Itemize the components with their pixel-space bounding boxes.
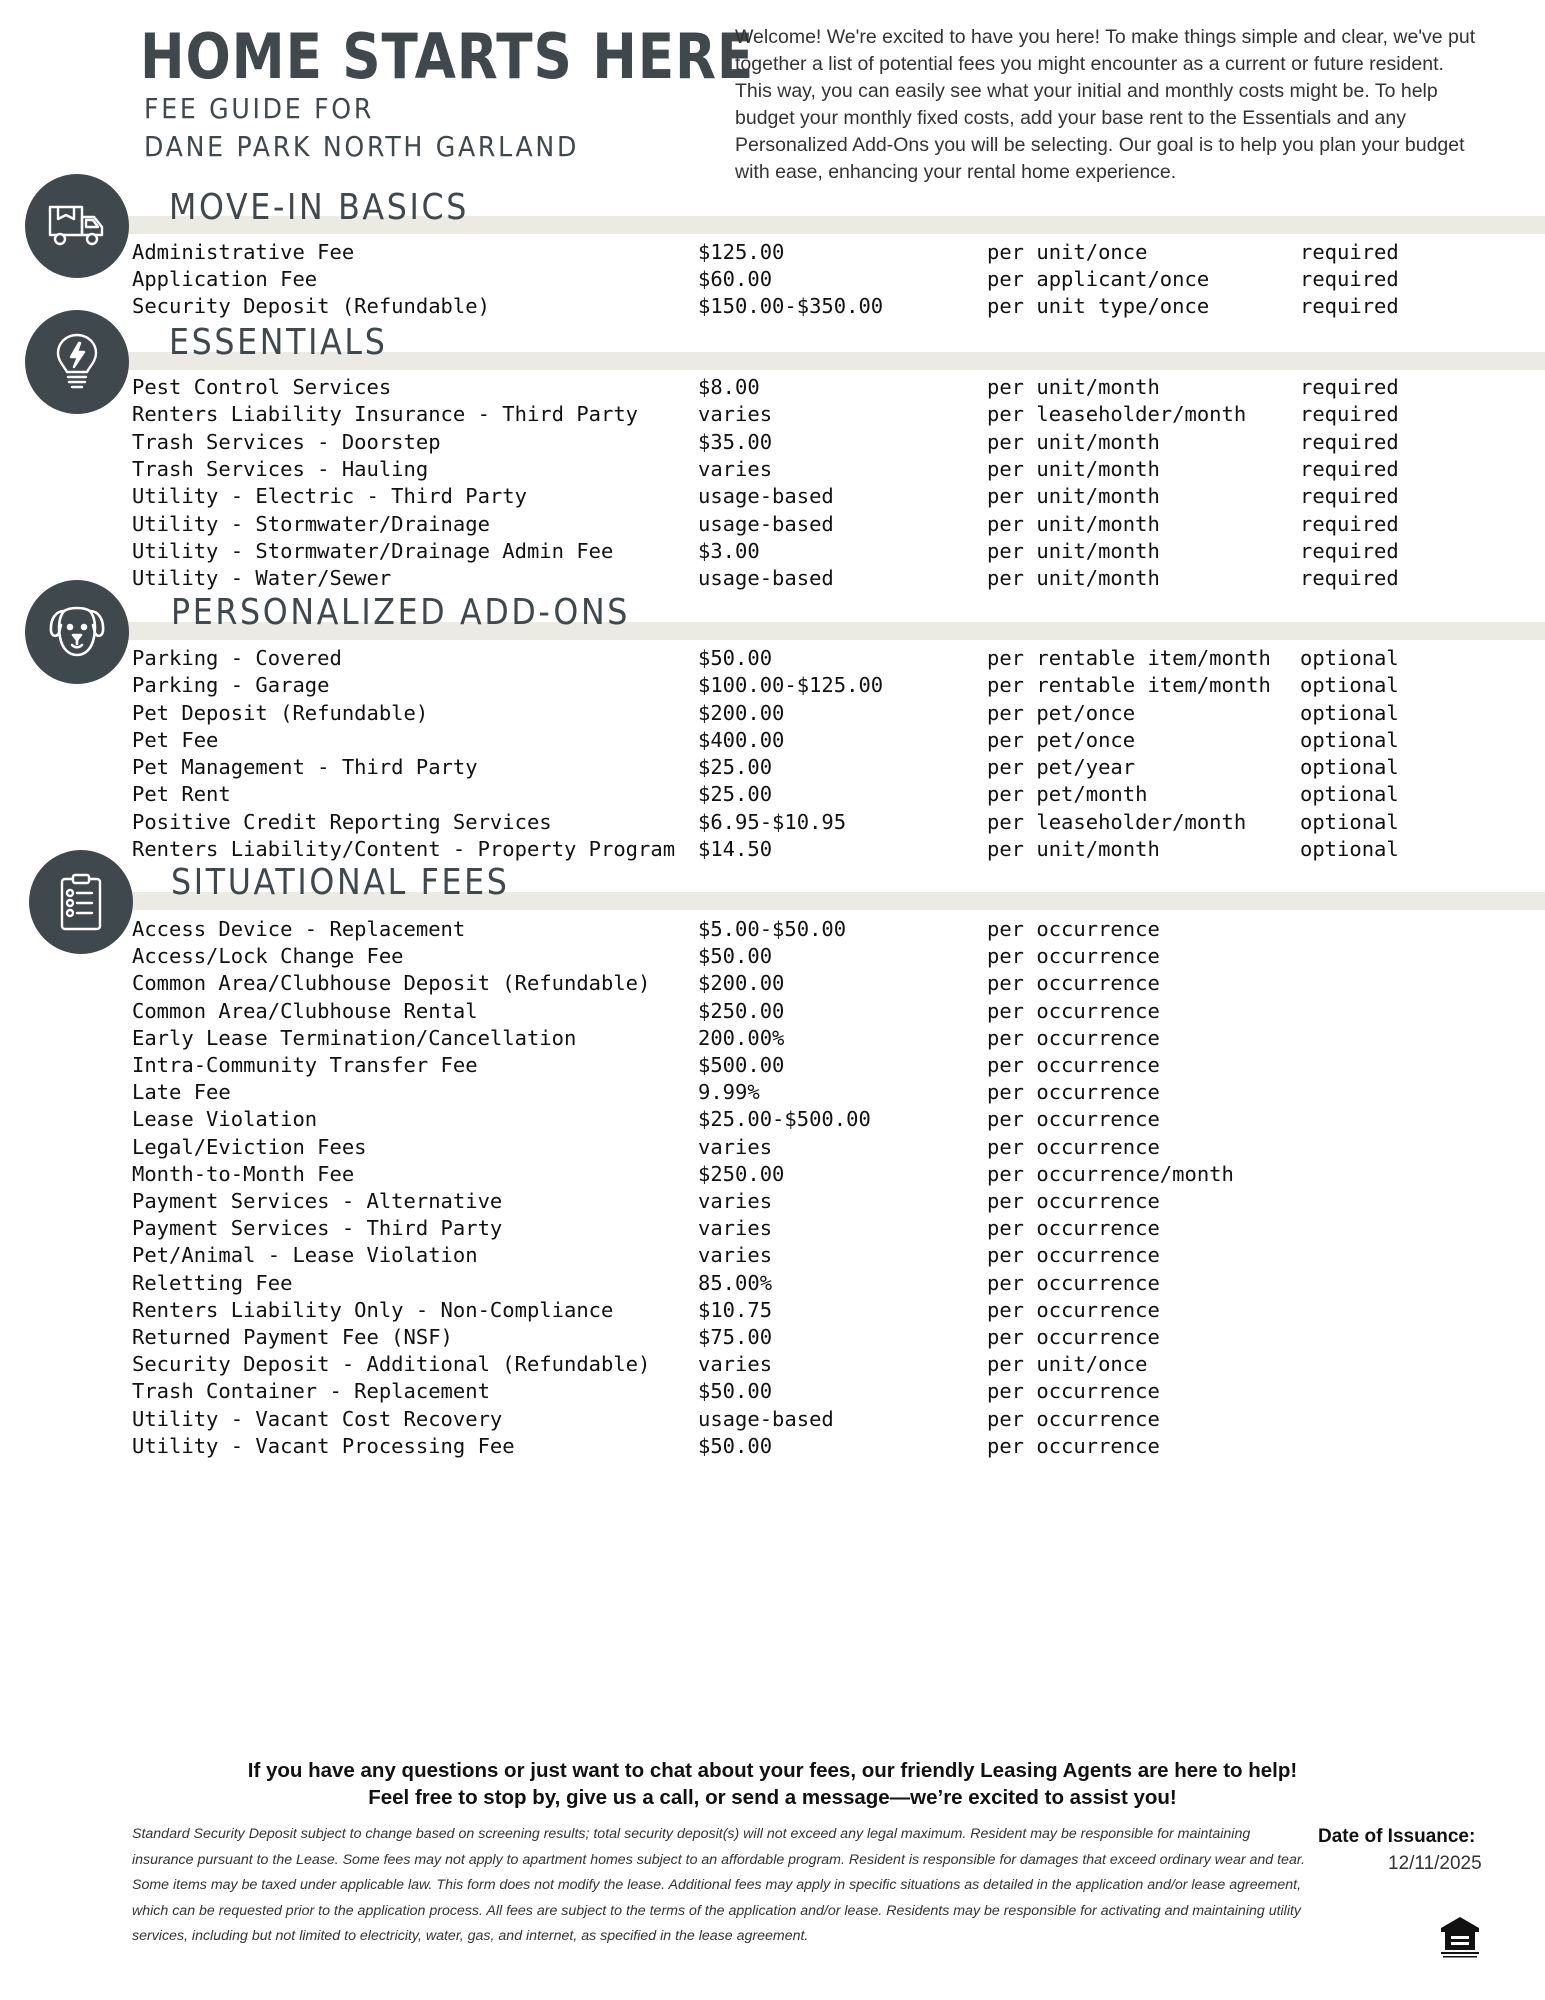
fee-name: Payment Services - Third Party [132,1216,503,1241]
fee-requirement: required [1300,267,1399,291]
fee-frequency: per leaseholder/month [987,402,1247,427]
fee-name: Payment Services - Alternative [132,1189,503,1213]
fee-row-trash-container-replacement [132,1379,1432,1406]
fee-amount: $125.00 [698,240,785,264]
fee-frequency: per occurrence [987,1189,1160,1213]
fee-name: Pet Rent [132,782,231,807]
fee-amount: $50.00 [698,1379,773,1404]
fee-row-parking-garage [132,673,1432,700]
fee-frequency: per unit/month [987,484,1160,509]
fee-row-administrative-fee [132,240,1432,267]
fee-frequency: per leaseholder/month [987,809,1247,834]
fee-amount: $200.00 [698,971,785,996]
fee-name: Access Device - Replacement [132,917,466,941]
fee-name: Pest Control Services [132,375,392,399]
fee-requirement: required [1300,294,1399,318]
fee-name: Legal/Eviction Fees [132,1134,367,1159]
fee-row-application-fee [132,267,1432,294]
fee-amount: $250.00 [698,1161,785,1186]
fee-row-pet-animal-lease-violation [132,1243,1432,1270]
fee-frequency: per occurrence [987,944,1160,969]
fee-requirement: required [1300,240,1399,264]
fee-amount: $8.00 [698,375,760,399]
fee-name: Intra-Community Transfer Fee [132,1053,478,1077]
lightbulb-icon [25,310,129,414]
fee-row-access-device-replacement [132,917,1432,944]
fee-requirement: required [1300,456,1399,481]
fee-name: Parking - Garage [132,673,330,698]
fee-frequency: per occurrence [987,917,1160,941]
fee-row-common-area-clubhouse-rental [132,999,1432,1026]
fee-amount: 200.00% [698,1025,785,1050]
fee-name: Utility - Electric - Third Party [132,484,527,509]
welcome-text: Welcome! We're excited to have you here! To make things simple and clear, we've put together a list of potential fees you might encounter as a current or future resident. This way, you can easily see what your initial and monthly costs might be. To help budget your monthly fixed costs, add your base rent to the Essentials and any Personalized Add-Ons you will be selecting. Our goal is to help you plan your budget with ease, enhancing your rental home experience. [735,26,1476,183]
fee-name: Security Deposit (Refundable) [132,294,490,318]
fee-requirement: optional [1300,727,1399,752]
fee-frequency: per occurrence [987,1297,1160,1322]
fee-amount: varies [698,1352,773,1377]
fee-amount: usage-based [698,566,834,591]
fee-frequency: per pet/month [987,782,1148,807]
fee-name: Lease Violation [132,1107,318,1132]
fee-frequency: per occurrence [987,1134,1160,1159]
fee-amount: $5.00-$50.00 [698,917,847,941]
fee-name: Pet Management - Third Party [132,755,478,779]
fee-row-utility-water-sewer [132,566,1432,593]
fee-amount: $25.00 [698,755,773,779]
fee-name: Utility - Water/Sewer [132,566,392,591]
fee-row-early-lease-termination-cancellation [132,1026,1432,1053]
help-text-line1: If you have any questions or just want to chat about your fees, our friendly Leasing Agents are here to help! [247,1759,1298,1782]
fee-name: Renters Liability Only - Non-Compliance [132,1297,614,1322]
fee-frequency: per unit/once [987,240,1148,264]
fee-row-returned-payment-fee-nsf [132,1325,1432,1352]
fee-row-payment-services-third-party [132,1216,1432,1243]
fee-amount: varies [698,1243,773,1268]
fee-requirement: required [1300,511,1399,536]
disclaimer-text: Standard Security Deposit subject to change based on screening results; total security deposit(s) will not exceed any legal maximum. Resident may be responsible for maintaining insurance pursuant to the Lease. Some fees may not apply to apartment homes subject to an affordable program. Resident is responsible for damages that exceed ordinary wear and tear. Some items may be taxed under applicable law. This form does not modify the lease. Additional fees may apply in specific situations as detailed in the application and/or lease agreement, which can be requested prior to the application process. All fees are subject to the terms of the application and/or lease. Residents may be responsible for activating and maintaining utility services, including but not limited to electricity, water, gas, and internet, as specified in the lease agreement. [132,1826,1305,1944]
fee-name: Returned Payment Fee (NSF) [132,1325,453,1349]
fee-amount: varies [698,1216,773,1241]
fee-frequency: per occurrence [987,1433,1160,1458]
page-subtitle-line2: DANE PARK NORTH GARLAND [144,130,580,163]
fee-row-pet-rent [132,782,1432,809]
fee-name: Pet/Animal - Lease Violation [132,1243,478,1268]
fee-row-parking-covered [132,646,1432,673]
fee-frequency: per occurrence [987,1325,1160,1349]
fee-frequency: per applicant/once [987,267,1210,291]
fee-requirement: optional [1300,782,1399,807]
fee-requirement: required [1300,429,1399,454]
fee-name: Utility - Vacant Cost Recovery [132,1406,503,1431]
fee-frequency: per occurrence/month [987,1161,1234,1186]
fee-amount: 9.99% [698,1080,760,1105]
fee-requirement: optional [1300,673,1399,698]
page-subtitle-line1: FEE GUIDE FOR [144,92,375,125]
section-title-personalized-add-ons: PERSONALIZED ADD-ONS [171,592,631,633]
page-title: HOME STARTS HERE [140,20,755,93]
fee-row-utility-vacant-cost-recovery [132,1407,1432,1434]
fee-amount: $250.00 [698,998,785,1023]
fee-amount: $150.00-$350.00 [698,294,884,318]
fee-row-lease-violation [132,1107,1432,1134]
fee-amount: $75.00 [698,1325,773,1349]
fee-row-security-deposit-refundable [132,294,1432,321]
fee-row-renters-liability-only-non-compliance [132,1298,1432,1325]
fee-frequency: per unit/month [987,538,1160,563]
fee-requirement: required [1300,566,1399,591]
fee-amount: $100.00-$125.00 [698,673,884,698]
section-title-essentials: ESSENTIALS [169,322,388,363]
fee-amount: $400.00 [698,727,785,752]
fee-frequency: per occurrence [987,1270,1160,1295]
fee-row-utility-stormwater-drainage-admin-fee [132,539,1432,566]
fee-frequency: per occurrence [987,1107,1160,1132]
fee-row-positive-credit-reporting-services [132,810,1432,837]
fee-frequency: per unit/month [987,566,1160,591]
fee-row-renters-liability-insurance-third-party [132,402,1432,429]
fee-name: Trash Services - Doorstep [132,429,441,454]
fee-row-pet-management-third-party [132,755,1432,782]
fee-requirement: optional [1300,700,1399,725]
fee-name: Late Fee [132,1080,231,1105]
fee-amount: $3.00 [698,538,760,563]
fee-name: Common Area/Clubhouse Rental [132,998,478,1023]
fee-row-payment-services-alternative [132,1189,1432,1216]
fee-row-month-to-month-fee [132,1162,1432,1189]
fee-frequency: per pet/once [987,727,1136,752]
fee-requirement: required [1300,538,1399,563]
fee-requirement: optional [1300,646,1399,670]
fee-amount: usage-based [698,511,834,536]
fee-name: Utility - Stormwater/Drainage [132,511,490,536]
fee-amount: varies [698,456,773,481]
fee-name: Trash Services - Hauling [132,456,429,481]
moving-truck-icon [25,174,129,278]
fee-frequency: per occurrence [987,1053,1160,1077]
fee-name: Pet Fee [132,727,219,752]
fee-amount: $25.00 [698,782,773,807]
fee-requirement: optional [1300,809,1399,834]
issue-date-label: Date of Issuance: [1318,1826,1476,1847]
fee-frequency: per pet/once [987,700,1136,725]
fee-name: Parking - Covered [132,646,342,670]
fee-row-common-area-clubhouse-deposit-refundable [132,971,1432,998]
fee-frequency: per unit/month [987,375,1160,399]
fee-amount: $50.00 [698,944,773,969]
fee-row-trash-services-hauling [132,457,1432,484]
fee-frequency: per occurrence [987,1216,1160,1241]
fee-amount: $25.00-$500.00 [698,1107,871,1132]
fee-amount: $200.00 [698,700,785,725]
fee-amount: 85.00% [698,1270,773,1295]
fee-frequency: per unit/month [987,836,1160,861]
fee-name: Utility - Vacant Processing Fee [132,1433,515,1458]
fee-name: Positive Credit Reporting Services [132,809,552,834]
fee-frequency: per rentable item/month [987,646,1271,670]
fee-row-utility-stormwater-drainage [132,512,1432,539]
fee-row-late-fee [132,1080,1432,1107]
fee-frequency: per occurrence [987,971,1160,996]
fee-name: Application Fee [132,267,318,291]
fee-row-utility-vacant-processing-fee [132,1434,1432,1461]
fee-requirement: optional [1300,836,1399,861]
fee-frequency: per unit type/once [987,294,1210,318]
fee-frequency: per occurrence [987,1025,1160,1050]
fee-row-pest-control-services [132,375,1432,402]
fee-amount: varies [698,1134,773,1159]
fee-frequency: per occurrence [987,1080,1160,1105]
fee-row-pet-fee [132,728,1432,755]
fee-amount: $500.00 [698,1053,785,1077]
fee-amount: $50.00 [698,646,773,670]
dog-icon [25,580,129,684]
fee-name: Utility - Stormwater/Drainage Admin Fee [132,538,614,563]
fee-amount: usage-based [698,484,834,509]
issue-date-value: 12/11/2025 [1388,1853,1482,1874]
fee-frequency: per unit/month [987,511,1160,536]
fee-frequency: per occurrence [987,1379,1160,1404]
fee-name: Pet Deposit (Refundable) [132,700,429,725]
section-title-situational-fees: SITUATIONAL FEES [171,862,510,903]
fee-requirement: required [1300,402,1399,427]
fee-frequency: per occurrence [987,1406,1160,1431]
fee-frequency: per unit/once [987,1352,1148,1377]
fee-requirement: optional [1300,755,1399,779]
fee-name: Reletting Fee [132,1270,293,1295]
fee-amount: $10.75 [698,1297,773,1322]
fee-amount: $50.00 [698,1433,773,1458]
fee-row-security-deposit-additional-refundable [132,1352,1432,1379]
fee-row-pet-deposit-refundable [132,701,1432,728]
fee-amount: $60.00 [698,267,773,291]
fee-name: Renters Liability Insurance - Third Party [132,402,639,427]
fee-name: Access/Lock Change Fee [132,944,404,969]
fee-row-reletting-fee [132,1271,1432,1298]
fee-amount: $6.95-$10.95 [698,809,847,834]
fee-amount: varies [698,1189,773,1213]
fee-row-access-lock-change-fee [132,944,1432,971]
section-title-move-in-basics: MOVE-IN BASICS [169,187,469,228]
fee-frequency: per occurrence [987,1243,1160,1268]
fee-frequency: per occurrence [987,998,1160,1023]
help-text-line2: Feel free to stop by, give us a call, or send a message—we’re excited to assist you! [368,1786,1177,1809]
fee-name: Renters Liability/Content - Property Program [132,836,676,861]
fee-amount: $14.50 [698,836,773,861]
fee-amount: varies [698,402,773,427]
clipboard-checklist-icon [29,850,133,954]
fee-amount: $35.00 [698,429,773,454]
fee-name: Month-to-Month Fee [132,1161,355,1186]
fee-requirement: required [1300,484,1399,509]
fee-row-utility-electric-third-party [132,484,1432,511]
fee-frequency: per unit/month [987,456,1160,481]
fee-name: Administrative Fee [132,240,355,264]
fee-frequency: per unit/month [987,429,1160,454]
fee-frequency: per pet/year [987,755,1136,779]
fee-amount: usage-based [698,1406,834,1431]
fee-name: Early Lease Termination/Cancellation [132,1025,577,1050]
equal-housing-opportunity-icon [1438,1914,1482,1960]
fee-name: Security Deposit - Additional (Refundable) [132,1352,651,1377]
fee-row-trash-services-doorstep [132,430,1432,457]
fee-name: Common Area/Clubhouse Deposit (Refundable) [132,971,651,996]
fee-name: Trash Container - Replacement [132,1379,490,1404]
fee-row-legal-eviction-fees [132,1135,1432,1162]
fee-requirement: required [1300,375,1399,399]
fee-row-renters-liability-content-property-program [132,837,1432,864]
fee-row-intra-community-transfer-fee [132,1053,1432,1080]
fee-frequency: per rentable item/month [987,673,1271,698]
